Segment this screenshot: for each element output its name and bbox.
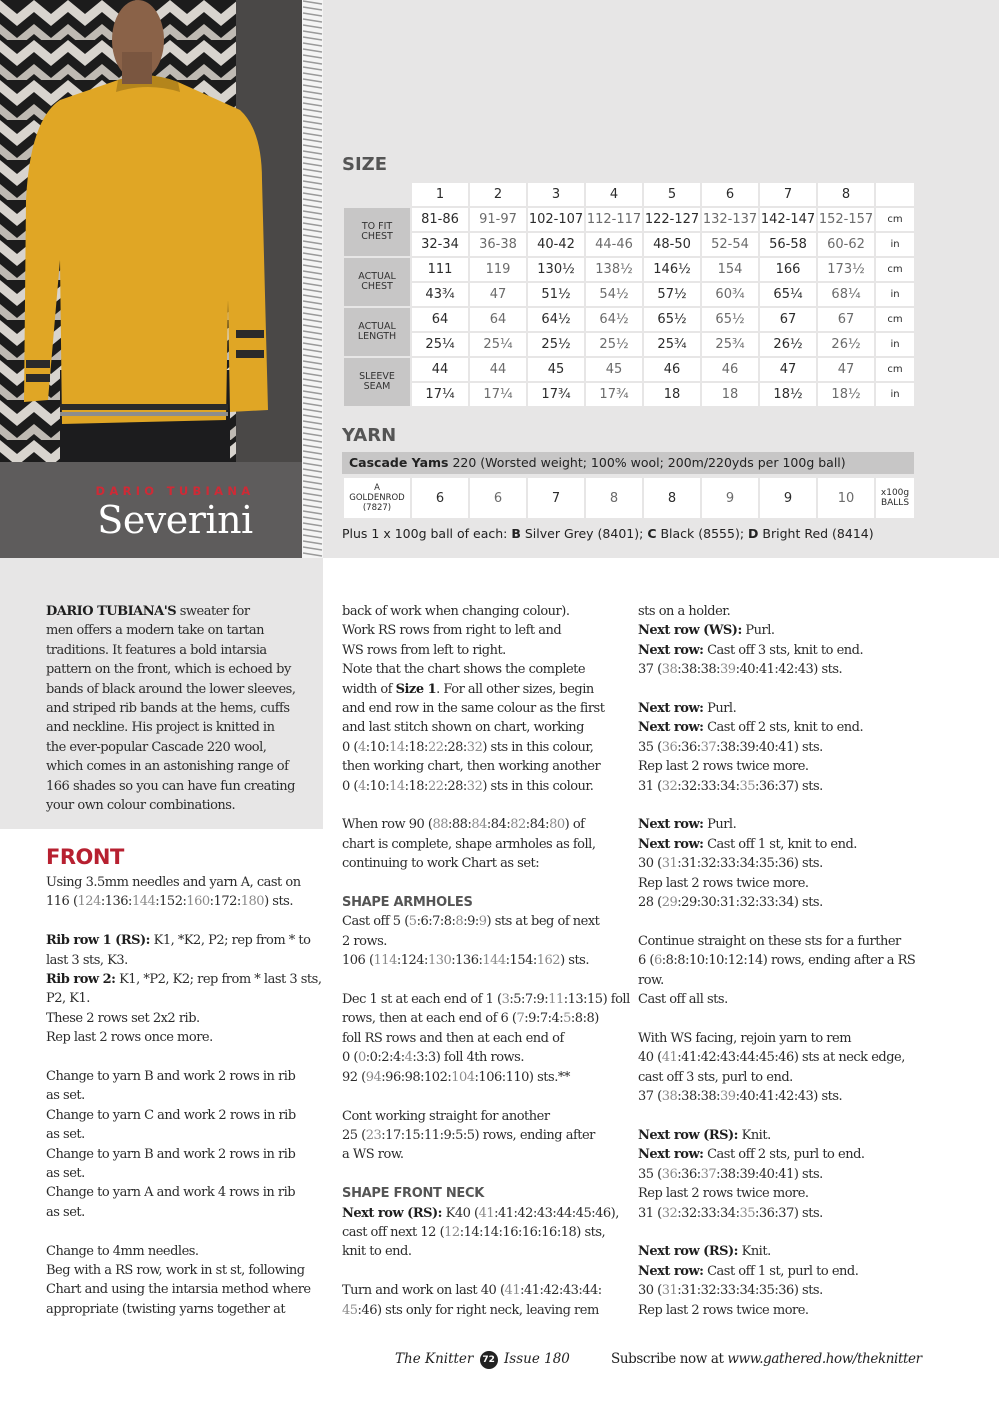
size-row-label — [344, 258, 410, 306]
size-value-cell: 173½ — [818, 258, 874, 281]
text-line: Rib row 1 (RS): K1, *K2, P2; rep from * to — [46, 933, 311, 949]
subscribe-text: Subscribe now at — [611, 1351, 728, 1367]
text-line: WS rows from left to right. — [342, 642, 506, 658]
text-line: 35 (36:36:37:38:39:40:41) sts. — [638, 739, 823, 755]
text-line: 45:46) sts only for right neck, leaving rem — [342, 1302, 599, 1318]
text-line: 31 (32:32:33:34:35:36:37) sts. — [638, 778, 823, 794]
yarn-unit-cell — [876, 478, 914, 518]
intro-line: bands of black around the lower sleeves, — [46, 681, 296, 697]
text-line: Rep last 2 rows once more. — [46, 1030, 213, 1046]
text-line: last 3 sts, K3. — [46, 952, 128, 968]
text-line: Note that the chart shows the complete — [342, 662, 586, 678]
size-row-label — [344, 358, 410, 406]
size-value-cell: 40-42 — [528, 233, 584, 256]
size-value-cell: 46 — [644, 358, 700, 381]
size-value-cell: 32-34 — [412, 233, 468, 256]
text-line: Next row (WS): Purl. — [638, 623, 775, 639]
size-corner-cell — [344, 183, 410, 206]
text-line: 116 (124:136:144:152:160:172:180) sts. — [46, 894, 293, 910]
size-value-cell: 26½ — [760, 333, 816, 356]
size-row-cm — [344, 358, 914, 381]
size-value-cell: 25¾ — [702, 333, 758, 356]
text-line: 28 (29:29:30:31:32:33:34) sts. — [638, 895, 823, 911]
text-line: Change to 4mm needles. — [46, 1243, 199, 1259]
yarn-ball-cell: 9 — [760, 478, 816, 518]
text-line: back of work when changing colour). — [342, 604, 570, 619]
text-line: 35 (36:36:37:38:39:40:41) sts. — [638, 1166, 823, 1182]
size-value-cell: 130½ — [528, 258, 584, 281]
size-value-cell: 152-157 — [818, 208, 874, 231]
yarn-heading: YARN — [342, 425, 397, 446]
size-unit-cell: cm — [876, 208, 914, 231]
yarn-b: Silver Grey (8401); — [520, 526, 648, 541]
text-line: 6 (6:8:8:10:10:12:14) rows, ending after a RS — [638, 953, 916, 969]
size-number-cell: 7 — [760, 183, 816, 206]
text-line: as set. — [46, 1127, 85, 1143]
size-value-cell: 36-38 — [470, 233, 526, 256]
text-line: and end row in the same colour as the first — [342, 701, 605, 717]
size-label-line: SEAM — [363, 381, 391, 392]
yarn-colour-letter: A — [374, 483, 380, 493]
size-value-cell: 18 — [644, 383, 700, 406]
pattern-title: Severini — [97, 498, 253, 542]
text-line: sts on a holder. — [638, 604, 731, 619]
text-line: Next row: Cast off 3 sts, knit to end. — [638, 642, 864, 658]
size-unit-blank-cell — [876, 183, 914, 206]
text-line: as set. — [46, 1204, 85, 1220]
footer-magazine — [395, 1351, 570, 1369]
intro-line: which comes in an astonishing range of — [46, 759, 289, 775]
size-row-in — [344, 233, 914, 256]
yarn-extra — [342, 526, 874, 541]
size-value-cell: 25¼ — [412, 333, 468, 356]
size-value-cell: 56-58 — [760, 233, 816, 256]
size-row-cm — [344, 258, 914, 281]
text-line: Rep last 2 rows twice more. — [638, 759, 809, 775]
size-label-line: SLEEVE — [359, 371, 395, 382]
intro-line: 166 shades so you can have fun creating — [46, 778, 295, 794]
text-line: Next row: Cast off 1 st, knit to end. — [638, 836, 857, 852]
size-label-line: ACTUAL — [358, 271, 396, 282]
text-line: and last stitch shown on chart, working — [342, 720, 584, 736]
intro-line: traditions. It features a bold intarsia — [46, 642, 267, 658]
front-heading: FRONT — [46, 845, 124, 869]
text-line: Change to yarn B and work 2 rows in rib — [46, 1146, 296, 1162]
yarn-description — [342, 452, 914, 474]
text-line: These 2 rows set 2x2 rib. — [46, 1010, 200, 1026]
size-value-cell: 111 — [412, 258, 468, 281]
text-line: 92 (94:96:98:102:104:106:110) sts.** — [342, 1069, 570, 1085]
size-value-cell: 17¾ — [528, 383, 584, 406]
photo-illustration — [0, 0, 302, 462]
text-line: Cont working straight for another — [342, 1108, 550, 1124]
text-line: as set. — [46, 1166, 85, 1182]
size-value-cell: 44 — [470, 358, 526, 381]
intro-line: and neckline. His project is knitted in — [46, 720, 275, 736]
size-row-cm — [344, 308, 914, 331]
text-line: Chart and using the intarsia method where — [46, 1282, 311, 1298]
spiral-binding-icon — [302, 0, 323, 585]
size-value-cell: 138½ — [586, 258, 642, 281]
text-line: Rep last 2 rows twice more. — [638, 1186, 809, 1202]
intro-lead: DARIO TUBIANA'S — [46, 604, 177, 619]
size-value-cell: 44 — [412, 358, 468, 381]
size-value-cell: 146½ — [644, 258, 700, 281]
magazine-name: The Knitter — [395, 1351, 474, 1367]
yarn-d-letter: D — [748, 526, 759, 541]
size-value-cell: 65½ — [702, 308, 758, 331]
size-value-cell: 18 — [702, 383, 758, 406]
size-row-in — [344, 383, 914, 406]
size-row-label — [344, 308, 410, 356]
size-value-cell: 68¼ — [818, 283, 874, 306]
size-value-cell: 17¼ — [470, 383, 526, 406]
text-line: 0 (4:10:14:18:22:28:32) sts in this colour, — [342, 739, 594, 755]
text-line: Rep last 2 rows twice more. — [638, 1302, 809, 1318]
size-label-line: CHEST — [361, 281, 393, 292]
size-value-cell: 25¾ — [644, 333, 700, 356]
size-value-cell: 132-137 — [702, 208, 758, 231]
size-value-cell: 52-54 — [702, 233, 758, 256]
size-value-cell: 47 — [818, 358, 874, 381]
yarn-colour-code: (7827) — [362, 503, 392, 513]
text-line: Next row (RS): Knit. — [638, 1127, 771, 1143]
size-value-cell: 47 — [470, 283, 526, 306]
size-value-cell: 25¼ — [470, 333, 526, 356]
size-value-cell: 57½ — [644, 283, 700, 306]
size-value-cell: 44-46 — [586, 233, 642, 256]
text-line: Change to yarn B and work 2 rows in rib — [46, 1069, 296, 1085]
size-value-cell: 54½ — [586, 283, 642, 306]
size-value-cell: 64 — [470, 308, 526, 331]
size-value-cell: 65¼ — [760, 283, 816, 306]
text-line: When row 90 (88:88:84:84:82:84:80) of — [342, 817, 585, 833]
yarn-c-letter: C — [647, 526, 657, 541]
text-line: Beg with a RS row, work in st st, following — [46, 1263, 305, 1279]
yarn-row — [344, 478, 914, 518]
size-number-cell: 4 — [586, 183, 642, 206]
size-value-cell: 47 — [760, 358, 816, 381]
text-line: Next row: Cast off 2 sts, knit to end. — [638, 720, 864, 736]
intro-line: your own colour combinations. — [46, 798, 236, 814]
yarn-unit-line: x100g — [880, 488, 910, 498]
size-unit-cell: cm — [876, 358, 914, 381]
text-line: 0 (0:0:2:4:4:3:3) foll 4th rows. — [342, 1050, 524, 1066]
size-label-line: CHEST — [361, 231, 393, 242]
text-line: 2 rows. — [342, 933, 387, 949]
subscribe-link[interactable]: www.gathered.how/theknitter — [727, 1351, 922, 1367]
size-value-cell: 67 — [760, 308, 816, 331]
size-value-cell: 45 — [586, 358, 642, 381]
size-value-cell: 26½ — [818, 333, 874, 356]
size-number-cell: 6 — [702, 183, 758, 206]
text-line: Next row: Purl. — [638, 817, 737, 833]
text-line: Change to yarn A and work 4 rows in rib — [46, 1185, 296, 1201]
size-value-cell: 64½ — [586, 308, 642, 331]
text-line: Cast off 5 (5:6:7:8:8:9:9) sts at beg of next — [342, 914, 600, 930]
size-value-cell: 65½ — [644, 308, 700, 331]
yarn-ball-cell: 6 — [412, 478, 468, 518]
yarn-ball-cell: 8 — [644, 478, 700, 518]
size-value-cell: 46 — [702, 358, 758, 381]
size-unit-cell: cm — [876, 258, 914, 281]
text-line: continuing to work Chart as set: — [342, 856, 540, 872]
intro-line: sweater for — [176, 604, 250, 619]
yarn-ball-cell: 6 — [470, 478, 526, 518]
size-label-line: ACTUAL — [358, 321, 396, 332]
sweater-photo — [0, 0, 302, 462]
text-line: Next row: Purl. — [638, 701, 737, 717]
page-number: 72 — [480, 1351, 498, 1369]
size-value-cell: 25½ — [528, 333, 584, 356]
size-value-cell: 18½ — [818, 383, 874, 406]
size-number-cell: 1 — [412, 183, 468, 206]
text-line: 25 (23:17:15:11:9:5:5) rows, ending after — [342, 1127, 595, 1143]
yarn-spec: 220 (Worsted weight; 100% wool; 200m/220yds per 100g ball) — [448, 455, 846, 470]
size-value-cell: 64 — [412, 308, 468, 331]
text-line: Next row: Cast off 2 sts, purl to end. — [638, 1147, 865, 1163]
text-line: Using 3.5mm needles and yarn A, cast on — [46, 875, 301, 890]
size-row-label — [344, 208, 410, 256]
yarn-b-letter: B — [511, 526, 521, 541]
text-line: appropriate (twisting yarns together at — [46, 1301, 286, 1317]
text-line: rows, then at each end of 6 (7:9:7:4:5:8:8) — [342, 1011, 599, 1027]
text-line: row. — [638, 972, 664, 988]
text-line: 37 (38:38:38:39:40:41:42:43) sts. — [638, 1089, 843, 1105]
size-value-cell: 102-107 — [528, 208, 584, 231]
text-line: 37 (38:38:38:39:40:41:42:43) sts. — [638, 662, 843, 678]
intro-text — [46, 602, 295, 815]
yarn-ball-cell: 9 — [702, 478, 758, 518]
text-line: as set. — [46, 1088, 85, 1104]
yarn-extra-prefix: Plus 1 x 100g ball of each: — [342, 526, 512, 541]
yarn-ball-cell: 8 — [586, 478, 642, 518]
intro-line: pattern on the front, which is echoed by — [46, 662, 291, 678]
size-label-line: LENGTH — [357, 331, 397, 342]
text-line: 40 (41:41:42:43:44:45:46) sts at neck edge, — [638, 1050, 905, 1066]
column-3 — [638, 602, 915, 1320]
size-value-cell: 45 — [528, 358, 584, 381]
size-value-cell: 142-147 — [760, 208, 816, 231]
text-line: Continue straight on these sts for a further — [638, 933, 901, 949]
yarn-d: Bright Red (8414) — [758, 526, 874, 541]
yarn-brand: Cascade Yams — [349, 455, 449, 470]
text-line: a WS row. — [342, 1147, 404, 1163]
intro-line: men offers a modern take on tartan — [46, 623, 265, 639]
size-value-cell: 17¾ — [586, 383, 642, 406]
size-unit-cell: cm — [876, 308, 914, 331]
text-line: P2, K1. — [46, 991, 90, 1007]
size-value-cell: 67 — [818, 308, 874, 331]
size-number-cell: 3 — [528, 183, 584, 206]
yarn-c: Black (8555); — [656, 526, 749, 541]
shape-front-neck-heading: SHAPE FRONT NECK — [342, 1186, 485, 1202]
size-value-cell: 60-62 — [818, 233, 874, 256]
text-line: Change to yarn C and work 2 rows in rib — [46, 1107, 296, 1123]
size-value-cell: 51½ — [528, 283, 584, 306]
yarn-colour-label — [344, 478, 410, 518]
text-line: 106 (114:124:130:136:144:154:162) sts. — [342, 953, 589, 969]
size-value-cell: 154 — [702, 258, 758, 281]
text-line: chart is complete, shape armholes as foll, — [342, 836, 596, 852]
size-value-cell: 25½ — [586, 333, 642, 356]
yarn-ball-cell: 10 — [818, 478, 874, 518]
text-line: Rep last 2 rows twice more. — [638, 875, 809, 891]
size-header-row — [344, 183, 914, 206]
shape-armholes-heading: SHAPE ARMHOLES — [342, 895, 473, 911]
size-value-cell: 91-97 — [470, 208, 526, 231]
size-row-cm — [344, 208, 914, 231]
text-line: knit to end. — [342, 1244, 412, 1260]
size-value-cell: 119 — [470, 258, 526, 281]
text-line: 0 (4:10:14:18:22:28:32) sts in this colour. — [342, 778, 594, 794]
size-value-cell: 81-86 — [412, 208, 468, 231]
size-heading: SIZE — [342, 154, 388, 175]
size-unit-cell: in — [876, 383, 914, 406]
text-line: foll RS rows and then at each end of — [342, 1030, 564, 1046]
text-line: Cast off all sts. — [638, 992, 728, 1008]
size-value-cell: 18½ — [760, 383, 816, 406]
column-2 — [342, 602, 630, 1320]
text-line: Next row (RS): K40 (41:41:42:43:44:45:46), — [342, 1205, 619, 1221]
title-box — [0, 462, 323, 558]
size-unit-cell: in — [876, 283, 914, 306]
size-number-cell: 5 — [644, 183, 700, 206]
text-line: Dec 1 st at each end of 1 (3:5:7:9:11:13:15) foll — [342, 992, 630, 1008]
text-line: Rib row 2: K1, *P2, K2; rep from * last 3 sts, — [46, 972, 322, 988]
size-value-cell: 60¾ — [702, 283, 758, 306]
text-line: Turn and work on last 40 (41:41:42:43:44: — [342, 1283, 602, 1299]
designer-name: DARIO TUBIANA — [95, 484, 255, 498]
text-line: 30 (31:31:32:33:34:35:36) sts. — [638, 856, 823, 872]
text-line: Next row: Cast off 1 st, purl to end. — [638, 1263, 859, 1279]
footer-subscribe — [611, 1351, 922, 1367]
column-1 — [46, 873, 321, 1319]
text-line: cast off next 12 (12:14:14:16:16:16:18) sts, — [342, 1224, 606, 1240]
intro-line: the ever-popular Cascade 220 wool, — [46, 739, 267, 755]
size-value-cell: 43¾ — [412, 283, 468, 306]
size-table — [342, 181, 916, 408]
text-line: With WS facing, rejoin yarn to rem — [638, 1030, 852, 1046]
size-row-in — [344, 333, 914, 356]
text-line: Work RS rows from right to left and — [342, 623, 562, 639]
size-label-line: TO FIT — [361, 221, 393, 232]
text-line: 31 (32:32:33:34:35:36:37) sts. — [638, 1205, 823, 1221]
size-value-cell: 64½ — [528, 308, 584, 331]
yarn-unit-line: BALLS — [880, 498, 910, 508]
size-value-cell: 17¼ — [412, 383, 468, 406]
size-value-cell: 166 — [760, 258, 816, 281]
yarn-ball-cell: 7 — [528, 478, 584, 518]
size-number-cell: 2 — [470, 183, 526, 206]
text-line: cast off 3 sts, purl to end. — [638, 1069, 793, 1085]
size-row-in — [344, 283, 914, 306]
issue-number: Issue 180 — [503, 1351, 570, 1367]
text-line: then working chart, then working another — [342, 759, 601, 775]
yarn-quantity-table — [342, 476, 916, 520]
size-value-cell: 112-117 — [586, 208, 642, 231]
size-unit-cell: in — [876, 233, 914, 256]
intro-line: and striped rib bands at the hems, cuffs — [46, 701, 290, 717]
yarn-colour-name: GOLDENROD — [349, 493, 405, 503]
size-number-cell: 8 — [818, 183, 874, 206]
text-line: Next row (RS): Knit. — [638, 1244, 771, 1260]
size-value-cell: 122-127 — [644, 208, 700, 231]
size-value-cell: 48-50 — [644, 233, 700, 256]
size-unit-cell: in — [876, 333, 914, 356]
text-line: 30 (31:31:32:33:34:35:36) sts. — [638, 1283, 823, 1299]
text-line: width of Size 1. For all other sizes, begin — [342, 681, 594, 697]
